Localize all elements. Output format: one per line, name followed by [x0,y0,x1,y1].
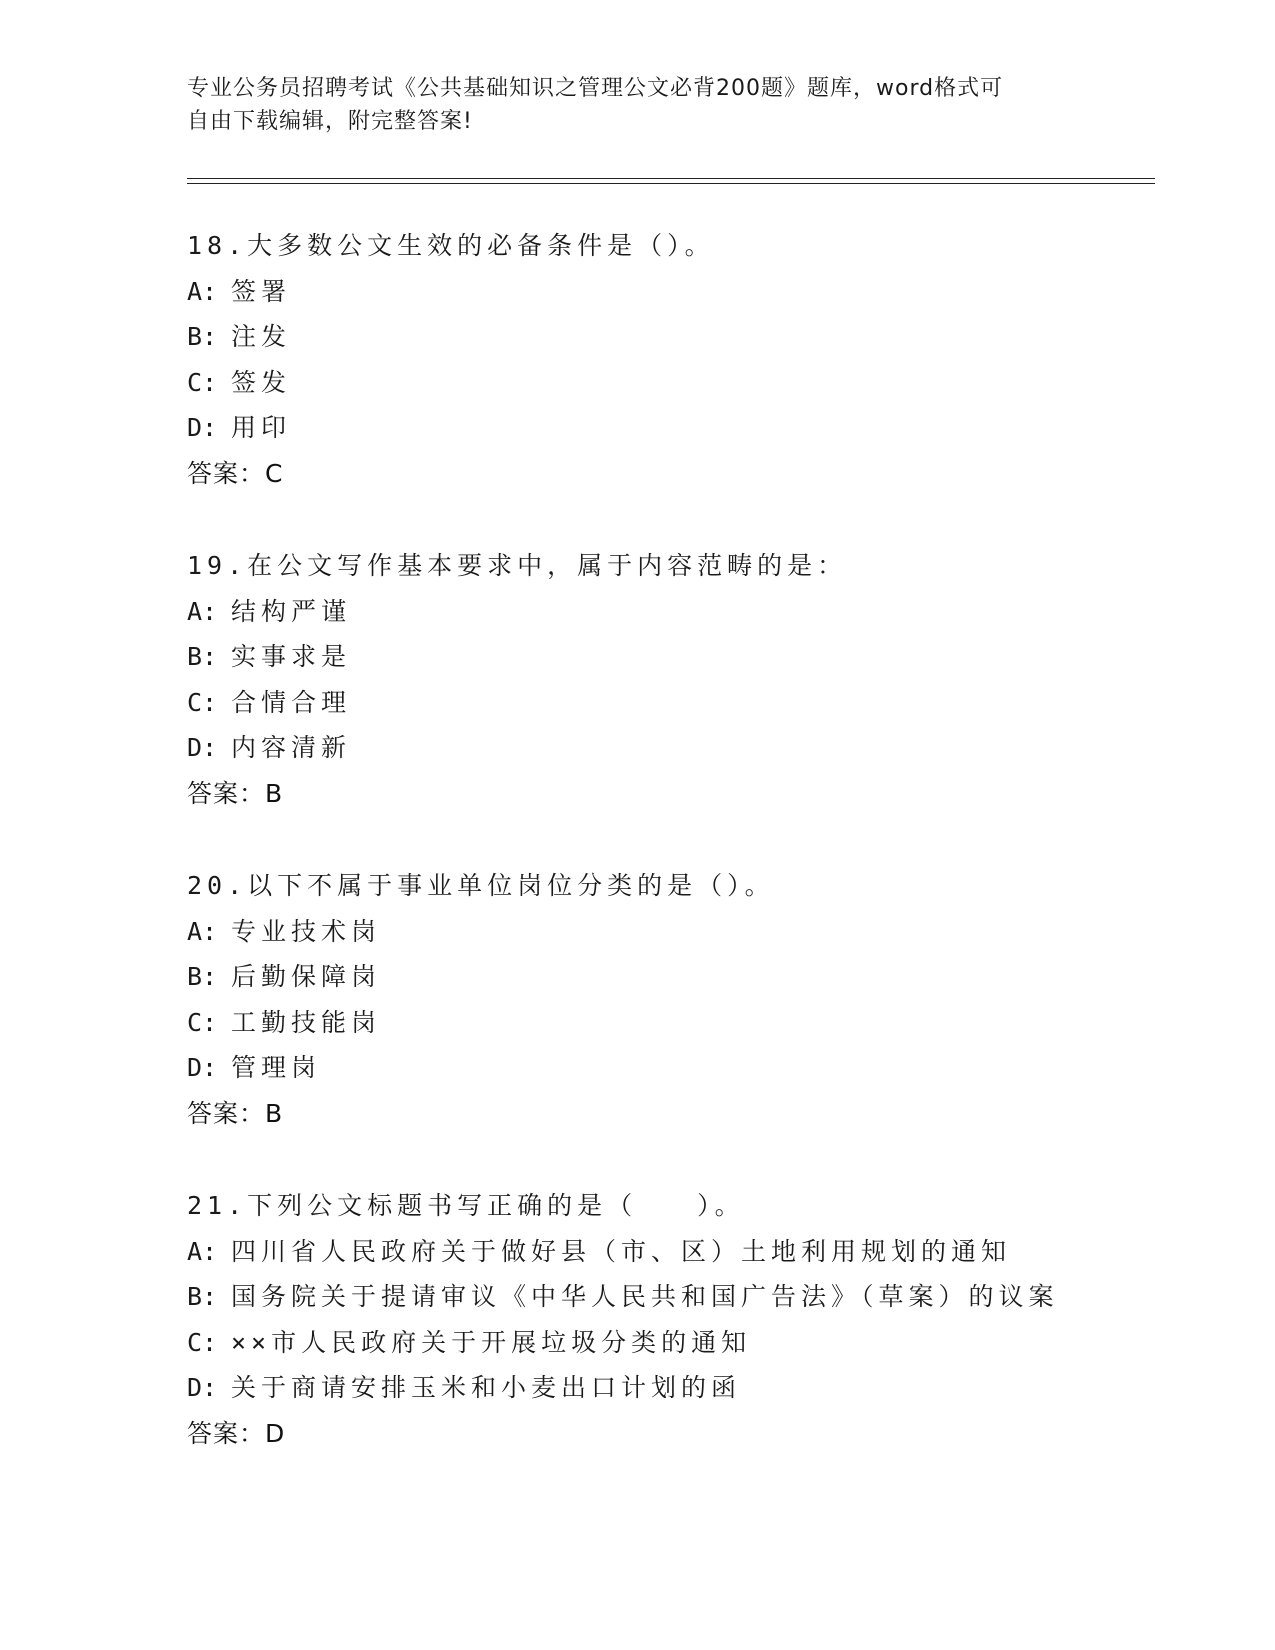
answer-value: C [265,458,284,488]
question-18 [187,223,1147,496]
option-key: A: [187,276,218,306]
option-c [187,680,1147,726]
document-header [187,72,1067,138]
answer-value: B [265,1098,284,1128]
option-b [187,1274,1147,1320]
option-b [187,314,1147,360]
question-19 [187,543,1147,816]
answer-line [187,771,1147,817]
header-divider-bottom [187,183,1155,184]
option-d [187,1045,1147,1091]
question-20 [187,863,1147,1136]
option-text: 结构严谨 [231,596,352,626]
option-text: 专业技术岗 [231,916,382,946]
answer-label: 答案： [187,458,266,488]
option-key: C: [187,1007,218,1037]
option-text: 四川省人民政府关于做好县（市、区）土地利用规划的通知 [231,1236,1012,1266]
option-text: 管理岗 [231,1053,322,1082]
option-a [187,589,1147,635]
option-d [187,1365,1147,1411]
question-stem: 18.大多数公文生效的必备条件是（）。 [187,231,715,260]
option-b [187,634,1147,680]
option-text: 实事求是 [231,642,352,671]
answer-label: 答案： [187,1418,266,1448]
option-key: C: [187,367,218,397]
option-key: C: [187,687,218,717]
option-a [187,909,1147,955]
option-text: 注发 [231,322,292,351]
option-key: D: [187,1373,218,1402]
option-key: B: [187,642,218,671]
option-a [187,1229,1147,1275]
header-divider-top [187,178,1155,179]
option-b [187,954,1147,1000]
option-c [187,360,1147,406]
option-c [187,1320,1147,1366]
answer-label: 答案： [187,778,266,808]
option-key: A: [187,916,218,946]
answer-line [187,1091,1147,1137]
option-text: 国务院关于提请审议《中华人民共和国广告法》（草案）的议案 [231,1282,1059,1311]
option-c [187,1000,1147,1046]
option-text: ××市人民政府关于开展垃圾分类的通知 [231,1327,752,1357]
option-a [187,269,1147,315]
option-d [187,405,1147,451]
question-21 [187,1183,1147,1456]
answer-label: 答案： [187,1098,266,1128]
option-text: 用印 [231,413,292,442]
answer-line [187,1411,1147,1457]
header-line-1: 专业公务员招聘考试《公共基础知识之管理公文必背200题》题库，word格式可 [187,76,1004,101]
option-text: 工勤技能岗 [231,1007,382,1037]
question-stem: 21.下列公文标题书写正确的是（ ）。 [187,1191,745,1220]
option-text: 后勤保障岗 [231,962,382,991]
answer-line [187,451,1147,497]
option-text: 签发 [231,367,292,397]
header-line-2: 自由下载编辑，附完整答案! [187,109,473,134]
option-key: B: [187,1282,218,1311]
option-key: A: [187,1236,218,1266]
option-key: C: [187,1327,218,1357]
answer-value: D [265,1418,286,1448]
option-text: 合情合理 [231,687,352,717]
option-key: B: [187,962,218,991]
question-stem: 20.以下不属于事业单位岗位分类的是（）。 [187,871,775,900]
option-key: B: [187,322,218,351]
option-d [187,725,1147,771]
option-key: D: [187,413,218,442]
answer-value: B [265,778,284,808]
option-key: A: [187,596,218,626]
option-key: D: [187,733,218,762]
option-text: 签署 [231,276,292,306]
option-key: D: [187,1053,218,1082]
option-text: 关于商请安排玉米和小麦出口计划的函 [231,1373,742,1402]
question-stem: 19.在公文写作基本要求中，属于内容范畴的是： [187,551,848,580]
option-text: 内容清新 [231,733,352,762]
